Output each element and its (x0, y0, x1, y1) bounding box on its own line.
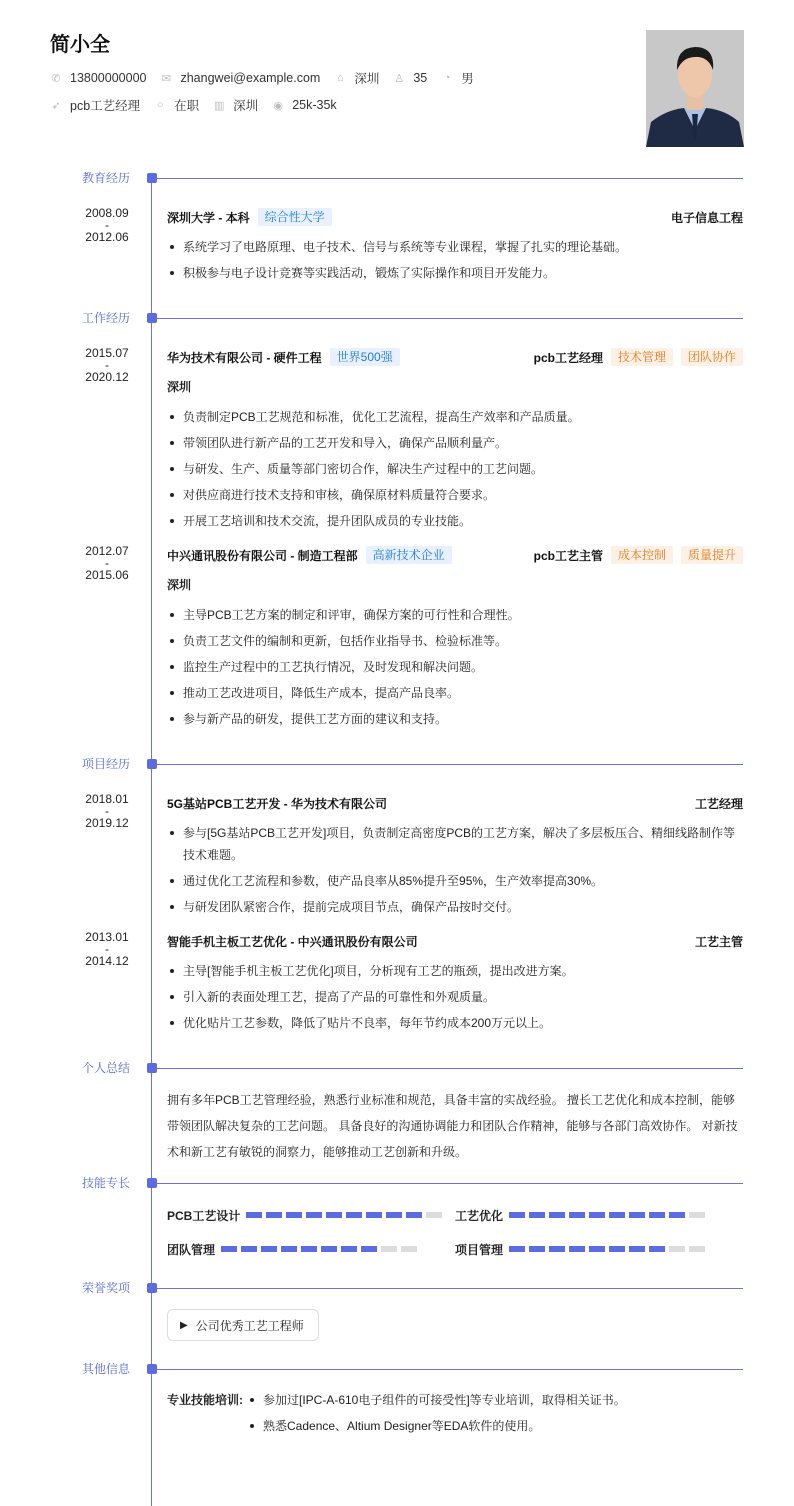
section-title: 个人总结 (81, 1061, 130, 1075)
skill-level-segment (286, 1212, 302, 1218)
list-item: 对供应商进行技术支持和审核，确保原材料质量符合要求。 (167, 484, 743, 506)
skill-level-segment (569, 1212, 585, 1218)
timeline-marker (147, 1063, 157, 1073)
section-other (0, 1362, 794, 1376)
timeline-marker (147, 759, 157, 769)
skill-level-segment (689, 1246, 705, 1252)
skill-level-segment (426, 1212, 442, 1218)
list-item: 与研发团队紧密合作，提前完成项目节点，确保产品按时交付。 (167, 896, 743, 918)
other-info (167, 1387, 743, 1439)
timeline-marker (147, 313, 157, 323)
bullet-list (167, 960, 743, 1034)
school-title: 深圳大学 - 本科 (167, 210, 250, 225)
timeline-marker (147, 1178, 157, 1188)
date-range: 2012.07 - 2015.06 (85, 544, 129, 582)
skill-level-segment (529, 1246, 545, 1252)
work-city: 深圳 (167, 578, 192, 592)
skill-item (167, 1207, 455, 1224)
skill-level-segment (381, 1246, 397, 1252)
bullet-list (167, 604, 743, 730)
contact-info-row (50, 68, 488, 88)
salary-icon: ◉ (273, 99, 283, 112)
section-divider (151, 318, 743, 319)
info-item: ◔ 男 (441, 69, 474, 87)
skill-level-segment (301, 1246, 317, 1252)
work-entry (85, 346, 743, 532)
info-item: ▥ 深圳 (213, 99, 259, 113)
list-item: 通过优化工艺流程和参数，使产品良率从85%提升至95%，生产效率提高30%。 (167, 870, 743, 892)
list-item: 参加过[IPC-A-610电子组件的可接受性]等专业培训，取得相关证书。 (247, 1387, 626, 1413)
info-item: ✆ 13800000000 (51, 71, 147, 85)
award-item[interactable]: ▶ 公司优秀工艺工程师 (167, 1309, 319, 1341)
list-item: 参与[5G基站PCB工艺开发]项目，负责制定高密度PCB的工艺方案，解决了多层板压合、精细线路制作等技术难题。 (167, 822, 743, 866)
skill-name: PCB工艺设计 (167, 1208, 241, 1223)
skill-level-segment (629, 1212, 645, 1218)
project-role: 工艺经理 (694, 796, 743, 811)
skill-level-segment (306, 1212, 322, 1218)
section-projects (0, 757, 794, 771)
gender-icon: ◔ (443, 72, 451, 84)
skill-item (455, 1241, 743, 1258)
skill-level-segment (609, 1212, 625, 1218)
section-awards (0, 1281, 794, 1295)
date-range: 2018.01 - 2019.12 (85, 792, 129, 830)
profile-photo (646, 30, 744, 147)
skill-level-segment (669, 1212, 685, 1218)
project-entry (85, 930, 743, 1034)
company-title: 中兴通讯股份有限公司 - 制造工程部 (167, 548, 358, 563)
bullet-list (167, 406, 743, 532)
section-divider (151, 1369, 743, 1370)
skill-level-segment (346, 1212, 362, 1218)
phone-icon: ✆ (51, 72, 61, 85)
section-divider (151, 1068, 743, 1069)
timeline-marker (147, 173, 157, 183)
skill-level-segment (549, 1246, 565, 1252)
project-role: 工艺主管 (694, 934, 743, 949)
age-icon: ♙ (394, 72, 405, 85)
section-divider (151, 178, 743, 179)
list-item: 主导[智能手机主板工艺优化]项目，分析现有工艺的瓶颈，提出改进方案。 (167, 960, 743, 982)
skill-level-segment (261, 1246, 277, 1252)
list-item: 优化贴片工艺参数，降低了贴片不良率，每年节约成本200万元以上。 (167, 1012, 743, 1034)
skill-tag: 质量提升 (681, 546, 743, 564)
skill-level-segment (689, 1212, 705, 1218)
section-education (0, 171, 794, 185)
skill-item (455, 1207, 743, 1224)
list-item: 主导PCB工艺方案的制定和评审，确保方案的可行性和合理性。 (167, 604, 743, 626)
skill-tag: 技术管理 (611, 348, 673, 366)
date-range: 2008.09 - 2012.06 (85, 206, 129, 244)
section-title: 荣誉奖项 (81, 1281, 130, 1295)
skill-level-segment (629, 1246, 645, 1252)
work-entry (85, 544, 743, 730)
skill-level-segment (361, 1246, 377, 1252)
skill-level-segment (401, 1246, 417, 1252)
skill-level-segment (669, 1246, 685, 1252)
section-work (0, 311, 794, 325)
send-icon: ➶ (51, 99, 61, 112)
project-entry (85, 792, 743, 918)
project-title: 5G基站PCB工艺开发 - 华为技术有限公司 (167, 796, 388, 811)
bullet-list (167, 822, 743, 918)
skill-level-segment (649, 1212, 665, 1218)
date-range: 2015.07 - 2020.12 (85, 346, 129, 384)
skill-level-segment (406, 1212, 422, 1218)
skill-level-segment (649, 1246, 665, 1252)
play-icon: ▶ (180, 1319, 188, 1331)
skill-level-segment (569, 1246, 585, 1252)
skill-name: 项目管理 (455, 1242, 504, 1257)
skill-level-segment (589, 1246, 605, 1252)
timeline-marker (147, 1364, 157, 1374)
skill-level-segment (529, 1212, 545, 1218)
section-divider (151, 764, 743, 765)
skill-level-segment (549, 1212, 565, 1218)
job-info-row (50, 95, 351, 115)
summary-text: 拥有多年PCB工艺管理经验，熟悉行业标准和规范，具备丰富的实战经验。 擅长工艺优化和成本控制，能够带领团队解决复杂的工艺问题。 具备良好的沟通协调能力和团队合作精神，能够与各部门高效协作。 对新技术和新工艺有敏锐的洞察力，能够推动工艺创新和升级。 (167, 1093, 738, 1159)
info-item: ⌂ 深圳 (334, 69, 379, 87)
skill-item (167, 1241, 455, 1258)
info-item: ➶ pcb工艺经理 (51, 99, 141, 113)
skill-level-segment (241, 1246, 257, 1252)
list-item: 带领团队进行新产品的工艺开发和导入，确保产品顺利量产。 (167, 432, 743, 454)
section-skills (0, 1176, 794, 1190)
list-item: 熟悉Cadence、Altium Designer等EDA软件的使用。 (247, 1413, 626, 1439)
company-title: 华为技术有限公司 - 硬件工程 (167, 350, 322, 365)
section-title: 教育经历 (81, 171, 130, 185)
home-icon: ⌂ (337, 72, 344, 84)
info-item: ✉ zhangwei@example.com (161, 71, 321, 85)
other-label: 专业技能培训: (167, 1393, 243, 1407)
skill-level-segment (246, 1212, 262, 1218)
skill-level-segment (281, 1246, 297, 1252)
company-tag: 世界500强 (330, 348, 400, 366)
job-role: pcb工艺经理 (533, 350, 603, 365)
list-item: 积极参与电子设计竞赛等实践活动，锻炼了实际操作和项目开发能力。 (167, 262, 743, 284)
info-item: ◉ 25k-35k (273, 98, 337, 112)
skills-grid (167, 1205, 743, 1259)
project-title: 智能手机主板工艺优化 - 中兴通讯股份有限公司 (167, 934, 418, 949)
candidate-name: 简小全 (50, 34, 110, 56)
skill-level-segment (509, 1246, 525, 1252)
skill-level-segment (221, 1246, 237, 1252)
info-item: ♙ 35 (394, 71, 428, 85)
skill-tag: 团队协作 (681, 348, 743, 366)
list-item: 开展工艺培训和技术交流，提升团队成员的专业技能。 (167, 510, 743, 532)
skill-level-segment (366, 1212, 382, 1218)
list-item: 与研发、生产、质量等部门密切合作，解决生产过程中的工艺问题。 (167, 458, 743, 480)
section-title: 技能专长 (81, 1176, 130, 1190)
school-tag: 综合性大学 (258, 208, 332, 226)
section-divider (151, 1183, 743, 1184)
section-title: 其他信息 (81, 1362, 130, 1376)
section-divider (151, 1288, 743, 1289)
skill-name: 工艺优化 (455, 1208, 504, 1223)
skill-level-segment (509, 1212, 525, 1218)
job-role: pcb工艺主管 (533, 548, 603, 563)
list-item: 负责工艺文件的编制和更新，包括作业指导书、检验标准等。 (167, 630, 743, 652)
list-item: 推动工艺改进项目，降低生产成本，提高产品良率。 (167, 682, 743, 704)
list-item: 负责制定PCB工艺规范和标准，优化工艺流程，提高生产效率和产品质量。 (167, 406, 743, 428)
skill-level-segment (609, 1246, 625, 1252)
skill-tag: 成本控制 (611, 546, 673, 564)
major: 电子信息工程 (670, 210, 743, 225)
info-item: ○ 在职 (154, 96, 199, 114)
section-title: 工作经历 (81, 311, 130, 325)
company-tag: 高新技术企业 (366, 546, 452, 564)
skill-level-segment (326, 1212, 342, 1218)
bullet-list (167, 236, 743, 284)
mail-icon: ✉ (161, 72, 172, 85)
status-icon: ○ (156, 99, 164, 111)
skill-level-segment (589, 1212, 605, 1218)
section-summary (0, 1061, 794, 1075)
section-title: 项目经历 (81, 757, 130, 771)
list-item: 参与新产品的研发，提供工艺方面的建议和支持。 (167, 708, 743, 730)
list-item: 系统学习了电路原理、电子技术、信号与系统等专业课程，掌握了扎实的理论基础。 (167, 236, 743, 258)
skill-level-segment (386, 1212, 402, 1218)
work-city: 深圳 (167, 380, 192, 394)
building-icon: ▥ (213, 99, 225, 112)
list-item: 监控生产过程中的工艺执行情况，及时发现和解决问题。 (167, 656, 743, 678)
list-item: 引入新的表面处理工艺，提高了产品的可靠性和外观质量。 (167, 986, 743, 1008)
timeline-marker (147, 1283, 157, 1293)
skill-name: 团队管理 (167, 1242, 216, 1257)
date-range: 2013.01 - 2014.12 (85, 930, 129, 968)
education-entry (85, 206, 743, 284)
skill-level-segment (341, 1246, 357, 1252)
skill-level-segment (321, 1246, 337, 1252)
skill-level-segment (266, 1212, 282, 1218)
